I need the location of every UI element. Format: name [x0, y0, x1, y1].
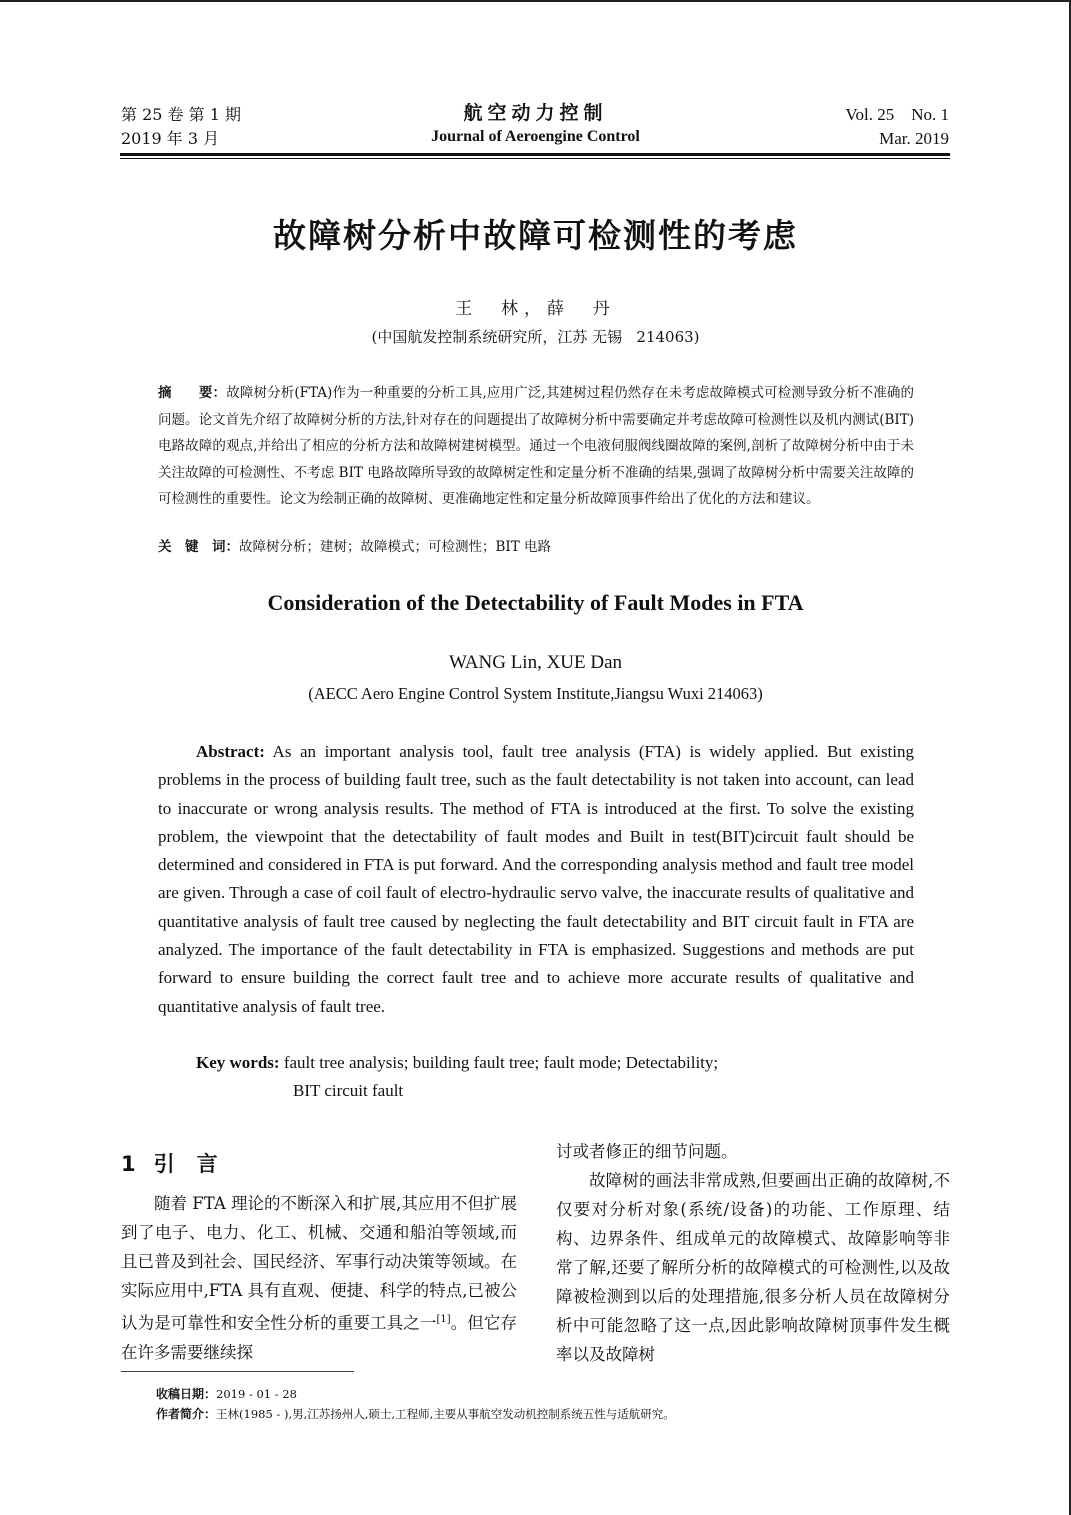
keywords-en-label: Key words:	[196, 1053, 280, 1072]
received-date: 2019 - 01 - 28	[216, 1387, 297, 1401]
body-text-cont: 。但它存在许多需要继续探	[121, 1313, 518, 1362]
body-text: 随着 FTA 理论的不断深入和扩展,其应用不但扩展到了电子、电力、化工、机械、交通和船泊等领域,而且已普及到社会、国民经济、军事行动决策等领域。在实际应用中,FTA 具有直观、便捷、科学的特点,已被公认为是可靠性和安全性分析的重要工具之一	[121, 1194, 517, 1333]
header-rule-thick	[120, 153, 950, 156]
volume-issue-en: Vol. 25 No. 1	[845, 105, 949, 124]
journal-name-en: Journal of Aeroengine Control	[431, 128, 640, 145]
abstract-en-text: As an important analysis tool, fault tree analysis (FTA) is widely applied. But existing problems in the process of building fault tree, such as the fault detectability is not taken into account, can lead to inaccurate or wrong analysis results. The method of FTA is introduced at the first. To solve the existing problem, the viewpoint that the detectability of fault modes and Built in test(BIT)circuit fault should be determined and considered in FTA is put forward. And the corresponding analysis method and fault tree model are given. Through a case of coil fault of electro-hydraulic servo valve, the inaccurate results of qualitative and quantitative analysis of fault tree caused by neglecting the fault detectability and BIT circuit fault in FTA are analyzed. The importance of the fault detectability in FTA is emphasized. Suggestions and methods are put forward to ensure building the correct fault tree and to achieve more accurate results of qualitative and quantitative analysis of fault tree.	[158, 742, 915, 1016]
volume-issue-zh: 第 25 卷 第 1 期	[121, 105, 241, 124]
section-heading	[121, 1148, 240, 1178]
paper-title-en: Consideration of the Detectability of Fault Modes in FTA	[267, 590, 804, 615]
body-column-left	[121, 1189, 517, 1367]
authors-en: WANG Lin, XUE Dan	[448, 652, 623, 673]
section-title: 引言	[153, 1152, 240, 1176]
affiliation-zh: (中国航发控制系统研究所，江苏 无锡 214063)	[371, 328, 700, 346]
author-bio-label: 作者简介：	[156, 1407, 217, 1421]
keywords-en-line1: fault tree analysis; building fault tree; fault mode; Detectability;	[283, 1053, 719, 1072]
keywords-zh-label: 关 键 词：	[158, 539, 239, 555]
abstract-zh-text: 故障树分析(FTA)作为一种重要的分析工具,应用广泛,其建树过程仍然存在未考虑故障模式可检测导致分析不准确的问题。论文首先介绍了故障树分析的方法,针对存在的问题提出了故障树分析中需要确定并考虑故障可检测性以及机内测试(BIT)电路故障的观点,并给出了相应的分析方法和故障树建树模型。通过一个电液伺服阀线圈故障的案例,剖析了故障树分析中由于未关注故障的可检测性、不考虑 BIT 电路故障所导致的故障树定性和定量分析不准确的结果,强调了故障树分析中需要关注故障的可检测性的重要性。论文为绘制正确的故障树、更准确地定性和定量分析故障顶事件给出了优化的方法和建议。	[158, 385, 915, 507]
footnote-author	[156, 1404, 956, 1424]
keywords-zh	[158, 535, 914, 559]
header-right	[845, 103, 949, 151]
abstract-zh-label: 摘 要：	[158, 385, 227, 401]
page-border-top	[0, 0, 1071, 2]
abstract-en	[158, 738, 914, 1021]
body-paragraph-cont: 讨或者修正的细节问题。	[556, 1142, 738, 1161]
journal-name-zh: 航空动力控制	[463, 102, 608, 124]
author-bio: 王林(1985 - ),男,江苏扬州人,硕士,工程师,主要从事航空发动机控制系统五性与适航研究。	[216, 1407, 675, 1421]
abstract-en-label: Abstract:	[196, 742, 265, 761]
body-paragraph-2: 故障树的画法非常成熟,但要画出正确的故障树,不仅要对分析对象(系统/设备)的功能、工作原理、结构、边界条件、组成单元的故障模式、故障影响等非常了解,还要了解所分析的故障模式的可检测性,以及故障被检测到以后的处理措施,很多分析人员在故障树分析中可能忽略了这一点,因此影响故障树顶事件发生概率以及故障树	[556, 1171, 950, 1364]
keywords-en	[196, 1049, 896, 1105]
header-rule-thin	[120, 158, 950, 159]
section-number: 1	[121, 1152, 136, 1176]
body-column-right	[556, 1137, 950, 1369]
paper-title-zh: 故障树分析中故障可检测性的考虑	[273, 216, 798, 255]
footnote-rule	[121, 1371, 354, 1372]
footnotes	[156, 1384, 956, 1424]
citation-ref: [1]	[436, 1314, 451, 1325]
keywords-zh-text: 故障树分析；建树；故障模式；可检测性；BIT 电路	[239, 539, 552, 555]
footnote-received	[156, 1384, 956, 1404]
keywords-en-line2: BIT circuit fault	[293, 1081, 404, 1100]
received-label: 收稿日期：	[156, 1387, 217, 1401]
abstract-zh	[158, 380, 914, 513]
authors-zh: 王 林，薛 丹	[455, 299, 616, 319]
date-zh: 2019 年 3 月	[121, 129, 220, 148]
affiliation-en: (AECC Aero Engine Control System Institute,Jiangsu Wuxi 214063)	[308, 684, 763, 703]
date-en: Mar. 2019	[879, 129, 949, 148]
body-paragraph	[121, 1189, 517, 1367]
